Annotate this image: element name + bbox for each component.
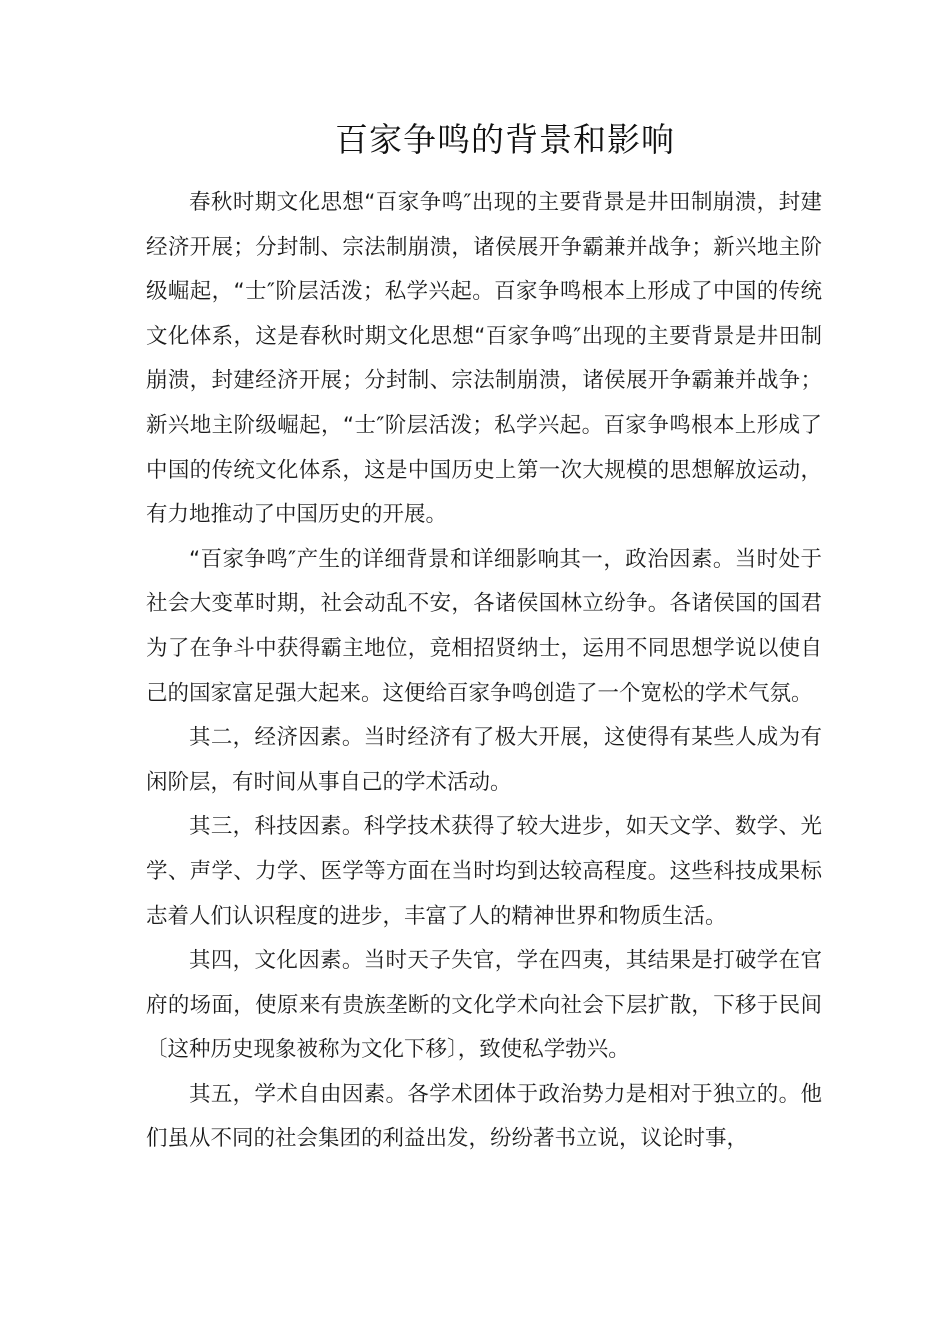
document-title: 百家争鸣的背景和影响	[335, 120, 675, 159]
paragraph-2: “百家争鸣″产生的详细背景和详细影响其一，政治因素。当时处于社会大变革时期，社会动乱不安，各诸侯国林立纷争。各诸侯国的国君为了在争斗中获得霸主地位，竞相招贤纳士，运用不同思想学说以使自己的国家富足强大起来。这便给百家争鸣创造了一个宽松的学术气氛。	[146, 546, 822, 706]
paragraph-4: 其三，科技因素。科学技术获得了较大进步，如天文学、数学、光学、声学、力学、医学等方面在当时均到达较高程度。这些科技成果标志着人们认识程度的进步，丰富了人的精神世界和物质生活。	[146, 814, 822, 929]
paragraph-5: 其四，文化因素。当时天子失官，学在四夷，其结果是打破学在官府的场面，使原来有贵族垄断的文化学术向社会下层扩散，下移于民间〔这种历史现象被称为文化下移〕，致使私学勃兴。	[146, 948, 822, 1063]
paragraph-3: 其二，经济因素。当时经济有了极大开展，这使得有某些人成为有闲阶层，有时间从事自己的学术活动。	[146, 725, 822, 795]
paragraph-6: 其五，学术自由因素。各学术团体于政治势力是相对于独立的。他们虽从不同的社会集团的利益出发，纷纷著书立说，议论时事，	[146, 1081, 822, 1152]
paragraph-1: 春秋时期文化思想“百家争鸣″出现的主要背景是井田制崩溃，封建经济开展；分封制、宗法制崩溃，诸侯展开争霸兼并战争；新兴地主阶级崛起，“士″阶层活泼；私学兴起。百家争鸣根本上形成了中国的传统文化体系，这是春秋时期文化思想“百家争鸣″出现的主要背景是井田制崩溃，封建经济开展；分封制、宗法制崩溃，诸侯展开争霸兼并战争；新兴地主阶级崛起，“士″阶层活泼；私学兴起。百家争鸣根本上形成了中国的传统文化体系，这是中国历史上第一次大规模的思想解放运动，有力地推动了中国历史的开展。	[146, 190, 822, 528]
document-body	[146, 181, 822, 1162]
